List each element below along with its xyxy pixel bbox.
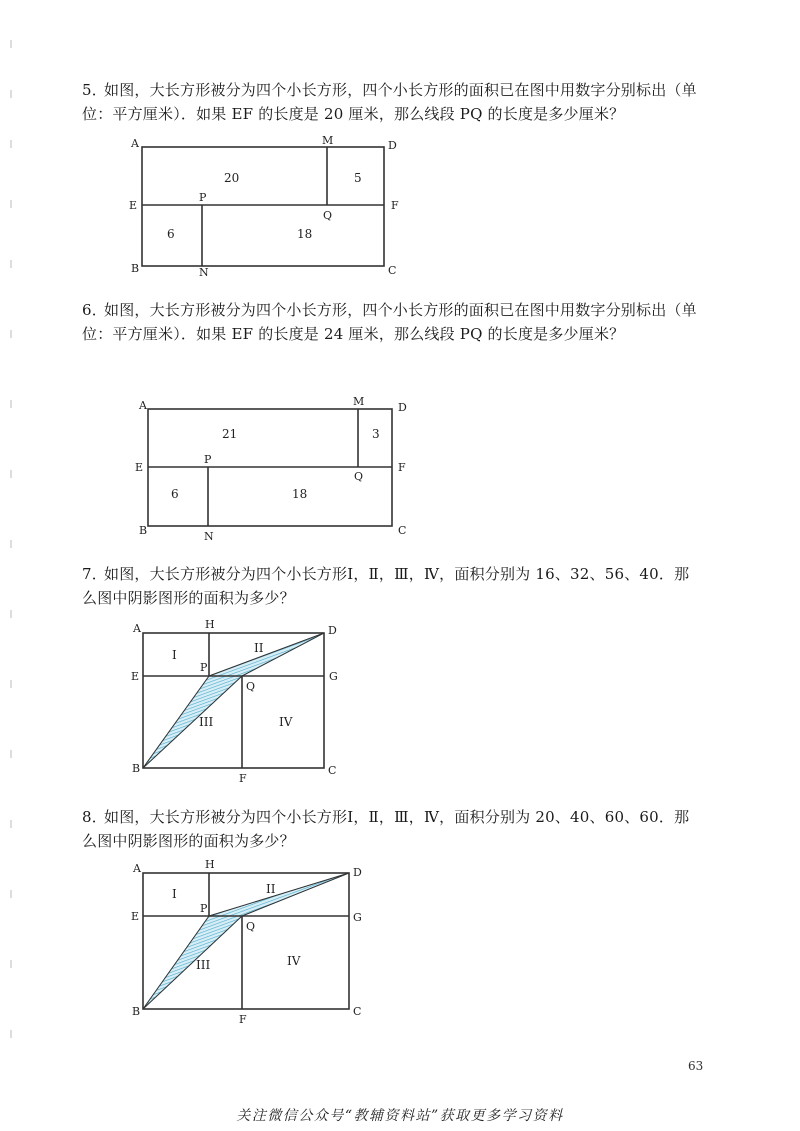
- problem-number: 8．: [82, 808, 107, 826]
- region-I: I: [172, 648, 177, 662]
- label-A: A: [131, 137, 139, 150]
- area-bottom-right: 18: [292, 487, 308, 501]
- problem-7: [82, 562, 722, 610]
- label-A: A: [133, 622, 141, 635]
- area-bottom-left: 6: [167, 227, 175, 241]
- label-H: H: [205, 858, 215, 871]
- problem-5: [82, 78, 722, 126]
- label-C: C: [353, 1005, 362, 1018]
- label-B: B: [132, 1005, 141, 1018]
- label-Q: Q: [246, 680, 256, 693]
- label-N: N: [199, 266, 209, 279]
- label-C: C: [328, 764, 337, 777]
- label-Q: Q: [246, 920, 256, 933]
- problem-text-line2: 位：平方厘米）．如果 EF 的长度是 20 厘米，那么线段 PQ 的长度是多少厘米？: [82, 105, 625, 123]
- figure-problem-5: [120, 132, 410, 282]
- label-E: E: [131, 910, 140, 923]
- region-III: III: [199, 715, 214, 729]
- label-P: P: [200, 902, 208, 915]
- figure-problem-6: [126, 392, 416, 542]
- label-D: D: [388, 139, 397, 152]
- label-B: B: [131, 262, 140, 275]
- label-Q: Q: [323, 209, 333, 222]
- region-I: I: [172, 887, 177, 901]
- label-E: E: [135, 461, 144, 474]
- problem-text-line2: 么图中阴影图形的面积为多少？: [82, 589, 295, 607]
- label-D: D: [398, 401, 407, 414]
- label-G: G: [329, 670, 338, 683]
- label-H: H: [205, 618, 215, 631]
- label-E: E: [129, 199, 138, 212]
- figure-problem-8: [124, 855, 374, 1035]
- label-E: E: [131, 670, 140, 683]
- label-F: F: [391, 199, 399, 212]
- label-D: D: [328, 624, 337, 637]
- problem-6: [82, 298, 722, 346]
- problem-text-line1: 如图，大长方形被分为四个小长方形Ⅰ，Ⅱ，Ⅲ，Ⅳ，面积分别为 16、32、56、40．那: [104, 565, 690, 583]
- label-P: P: [199, 191, 207, 204]
- label-D: D: [353, 866, 362, 879]
- region-IV: IV: [287, 954, 301, 968]
- label-G: G: [353, 911, 362, 924]
- label-C: C: [398, 524, 407, 537]
- label-B: B: [139, 524, 148, 537]
- area-bottom-right: 18: [297, 227, 313, 241]
- shaded-region: [143, 633, 324, 768]
- problem-8: [82, 805, 722, 853]
- region-IV: IV: [279, 715, 293, 729]
- label-C: C: [388, 264, 397, 277]
- figure-problem-7: [124, 614, 354, 790]
- problem-number: 7．: [82, 565, 107, 583]
- label-B: B: [132, 762, 141, 775]
- area-top-right: 3: [372, 427, 380, 441]
- problem-text-line2: 位：平方厘米）．如果 EF 的长度是 24 厘米，那么线段 PQ 的长度是多少厘米？: [82, 325, 625, 343]
- label-N: N: [204, 530, 214, 543]
- region-II: II: [266, 882, 276, 896]
- label-A: A: [133, 862, 141, 875]
- problem-text-line2: 么图中阴影图形的面积为多少？: [82, 832, 295, 850]
- binding-marks: [8, 0, 14, 1131]
- area-top-left: 21: [222, 427, 238, 441]
- label-F: F: [398, 461, 406, 474]
- problem-text-line1: 如图，大长方形被分为四个小长方形Ⅰ，Ⅱ，Ⅲ，Ⅳ，面积分别为 20、40、60、60．那: [104, 808, 690, 826]
- label-F: F: [239, 772, 247, 785]
- label-F: F: [239, 1013, 247, 1026]
- area-top-left: 20: [224, 171, 240, 185]
- area-bottom-left: 6: [171, 487, 179, 501]
- region-III: III: [196, 958, 211, 972]
- region-II: II: [254, 641, 264, 655]
- label-M: M: [353, 395, 365, 408]
- area-top-right: 5: [354, 171, 362, 185]
- problem-text-line1: 如图，大长方形被分为四个小长方形，四个小长方形的面积已在图中用数字分别标出（单: [104, 301, 697, 319]
- problem-number: 5．: [82, 81, 107, 99]
- problem-text-line1: 如图，大长方形被分为四个小长方形，四个小长方形的面积已在图中用数字分别标出（单: [104, 81, 697, 99]
- footer-note: 关注微信公众号“教辅资料站”获取更多学习资料: [236, 1108, 564, 1124]
- label-P: P: [204, 453, 212, 466]
- label-P: P: [200, 661, 208, 674]
- problem-number: 6．: [82, 301, 107, 319]
- page-number: 63: [688, 1059, 704, 1073]
- label-Q: Q: [354, 470, 364, 483]
- label-A: A: [139, 399, 147, 412]
- label-M: M: [322, 134, 334, 147]
